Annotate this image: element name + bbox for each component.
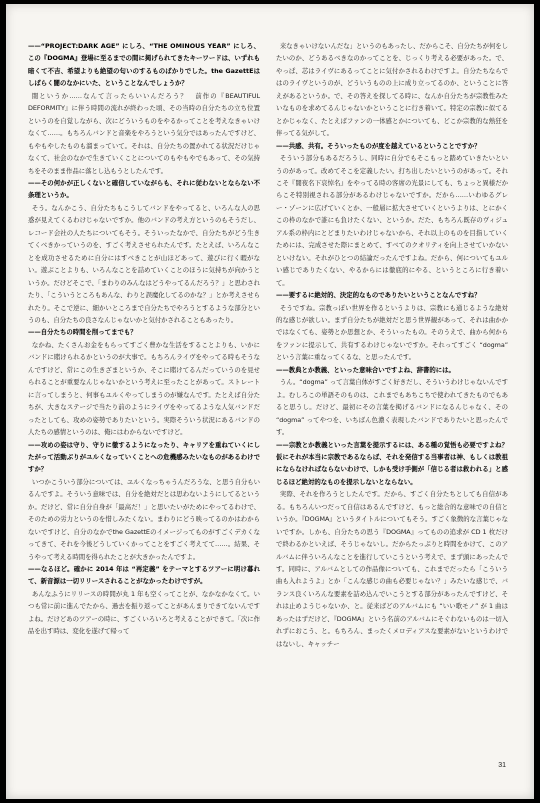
magazine-page (6, 4, 534, 799)
interview-answer: なかね、たくさんお金をもらってすごく豊かな生活をすることよりも、いかにバンドに賭けられるかというのが大事で。もちろんライヴをやってる時もそうなんですけど、常にこの生きざまというか、そこに賭けてるんだっていうのを見せられることが重要なんじゃないかという考えに至ったことがあって。ストレートに言ってしまうと、何事もユルくやってしまうのが嫌なんです。たとえば自分たちが、大きなステージで当たり前のようにライヴをやってるような人気バンドだったとしても、攻めの姿勢でありたいという。実際そういう状況にあるバンドの人たちの感情というのは、俺にはわからないですけど。 (28, 340, 260, 437)
left-column (28, 40, 260, 760)
interview-answer: あんなふうにリリースの時間が丸 1 年も空くってことが、なかなかなくて。いつも常に前に進んでたから、過去を振り返ってことがあんまりできてないんですよね。だけどあのツアーの時に、すごくいろいろと考えることができて。「次に作品を出す時は、変化を遂げて帰って (28, 589, 260, 636)
right-column (276, 40, 515, 760)
interview-question: ——攻めの姿は守り、守りに徹するようになったり、キャリアを重ねていくにしたがって活動ぶりがユルくなっていくことへの危機感みたいなものがあるわけですか？ (28, 440, 260, 474)
interview-question: ——宗教とか教義といった言葉を提示するには、ある種の覚悟も必要ですよね？ 仮にそれが本当に宗教であるならば、それを発信する当事者は神、もしくは教祖にならなければならないわけで、しかも受け手側が「信じる者は救われる」と感じるほど絶対的なものを提示しないとならない。 (276, 440, 515, 486)
interview-question: ——その何かが正しくないと確信していながらも、それに従わないとならない不条理というか。 (28, 178, 260, 200)
interview-answer: 闇というか……なんて言ったらいいんだろう？ 前作の『BEAUTIFUL DEFORMITY』に伴う時間の流れが終わった頃、その当時の自分たちの立ち位置というのを自覚しながら、次にどういうものをやるかってことを考えなきゃいけなくて……。もちろんバンドと音楽をやろうという気分ではあったんですけど、もやもやしたものも溜まっていて。それは、自分たちの置かれてる状況だけじゃなくて、社会のなかで生きていくことについてのもやもやでもあって、その気持ちをそのまま作品に落とし込もうとしたんです。 (28, 91, 260, 175)
interview-answer: 来なきゃいけないんだな」というのもあったし、だからこそ、自分たちが何をしたいのか、どうあるべきなのかってことを、じっくり考える必要があった。で、やっぱ、芯はライヴにあるってことに気付かされるわけですよ。自分たちならではのライヴというのが、どういうものの上に成り立ってるのか、ということに答えがあるというか。で、その答えを探してる時に、なんか自分たちが宗教性みたいなものを求めてるんじゃないかということに行き着いて。特定の宗教に似てるとかじゃなく、たとえばファンの一体感とかについても、どこか宗教的な熱狂を伴ってる気がして。 (276, 42, 508, 138)
interview-question: ——自分たちの時間を削ってまでも？ (28, 328, 137, 337)
interview-answer: そう。なんかこう、自分たちもこうしてバンドをやってると、いろんな人の思惑が見えてくるわけじゃないですか。他のバンドの考え方というのもそうだし、レコード会社の人たちについてもそう。そういったなかで、自分たちがどう生きてくべきかっていうのを、すごく考えさせられたんです。たとえば、いろんなことを成功させるために自分にはすべきことが山ほどあって、遊びに行く暇がない。遊ぶことよりも、いろんなことを詰めていくことのほうに気持ちが向かうというか。だけどそこで、「まわりのみんなはどうやってるんだろう？」と思わされたり、「こういうところもあんな、わりと誤魔化してるのかな？」とか考えさせられたり。そこで逆に、細かいところまで自分たちでやろうとするような部分というのも、自分たちの良さなんじゃないかと気付かされることもあったり。 (28, 203, 260, 324)
interview-question: ——教典とか教義、といった意味合いですよね、辞書的には。 (276, 365, 455, 374)
interview-answer: うん。“dogma” って言葉自体がすごく好きだし、そういうわけじゃないんですよ。むしろこの単語そのものは、これまでもあちこちで使われてきたものでもあると思うし。だけど、最初にその言葉を掲げるバンドになるんじゃなく、その “dogma” ってやつを、いちばん色濃く表現したバンドでありたいと思ったんです。 (276, 378, 508, 437)
interview-question: ——“PROJECT:DARK AGE” にしろ、“THE OMINOUS YEAR” にしろ、この『DOGMA』登場に至るまでの間に掲げられてきたキーワードは、いずれも暗くて不吉、希望よりも絶望の匂いのするものばかりでした。the GazettEはしばらく闇のなかにいた、ということなんでしょうか？ (28, 42, 260, 88)
interview-answer: 実際、それを作ろうとしたんです。だから、すごく自分たちとしても自信がある。もちろんいつだって自信はあるんですけど、もっと総合的な意味での自信というか。『DOGMA』というタイトルについてもそう。すごく象徴的な言葉じゃないですか。しかも、自分たちの思う『DOGMA』ってものの追求が CD 1 枚だけで終わるかといえば、そうじゃないし。だからたっぷりと時間をかけて、このアルバムに伴ういろんなことを進行していこうという考えで、まず頭にあったんです。同時に、アルバムとしての作品像についても、これまでだったら「こういう曲も入れようよ」とか「こんな感じの曲も必要じゃない？」みたいな感じで、バランス良くいろんな要素を詰め込んでいこうとする部分があったんですけど、それは止めようじゃないか、と。従来ばどのアルバムにも “いい歌モノ” が 1 曲はあったはずだけど、『DOGMA』という名前のアルバムにそぐわないものは一切入れずにおこう、と。もちろん、まったくメロディアスな要素がないというわけではないし、キャッチー (276, 490, 508, 648)
interview-answer: そうですね。宗教っぽい世界を作るというよりは、宗教にも通じるような絶対的な感じが欲しい。まず自分たちが絶対だと思う世界観があって、それは曲かかではなくても、姿勢とか思想とか、そういったもの。そのうえで、曲から何からをファンに提示して、共有するわけじゃないですか。それってすごく “dogma” という言葉に重なってくるな、と思ったんです。 (276, 303, 508, 362)
interview-question: ——共感、共有。そういったものが度を越えているということですか？ (276, 141, 481, 150)
interview-answer: そういう部分もあるだろうし、同時に自分でもそこもっと踏めていきたいというのがあって。改めてそこを定義したい。打ち出したいというのがあって。それこそ『闇夜名下哀悼名』をやってる時の客席の光景にしても、ちょっと異様だからこそ特別視される部分があるわけじゃないですか。だから……いわゆるグレー・ゾーンに広げていくとか、一般層に拡大させていくというよりは、とにかくこの枠のなかで誰にも負けたくない、というか。だた、もちろん既存のヴィジュアル系の枠内にとどまりたいわけじゃないから、それ以上のものを目指していくためには、完成させた際にまとめて、すべてのクオリティを向上させていかないといけない。それがひとつの結論だったんですよね。だから、何についてもユルい感じでありたくない、やるからには徹底的にやる、というところに行き着いて。 (276, 154, 508, 287)
interview-answer: いつかこういう部分については、ユルくなっちゃうんだろうな、と思う自分もいるんですよ。そういう意味では、自分を絶対だとは思わないようにしてるというか。だけど、常に自分自身が「最高だ！」と思いたいがためにやってるわけで、そのための労力というのを惜しみたくない。まわりにどう映ってるのかはわからないですけど、自分のなかでthe GazettEのイメージってものがすごくデカくなってきて、それを今後どうしていくかってことをすごく考えてて……。結果、そうやって考える時間を得られたことが大きかったんですよ。 (28, 477, 260, 561)
interview-question: ——要するに絶対的、決定的なものでありたいということなんですね？ (276, 291, 481, 300)
page-number: 31 (498, 762, 506, 769)
interview-question: ——なるほど。確かに 2014 年は “再定義” をテーマとするツアーに明け暮れて、新音源は一切リリースされることがなかったわけですが。 (28, 565, 260, 586)
